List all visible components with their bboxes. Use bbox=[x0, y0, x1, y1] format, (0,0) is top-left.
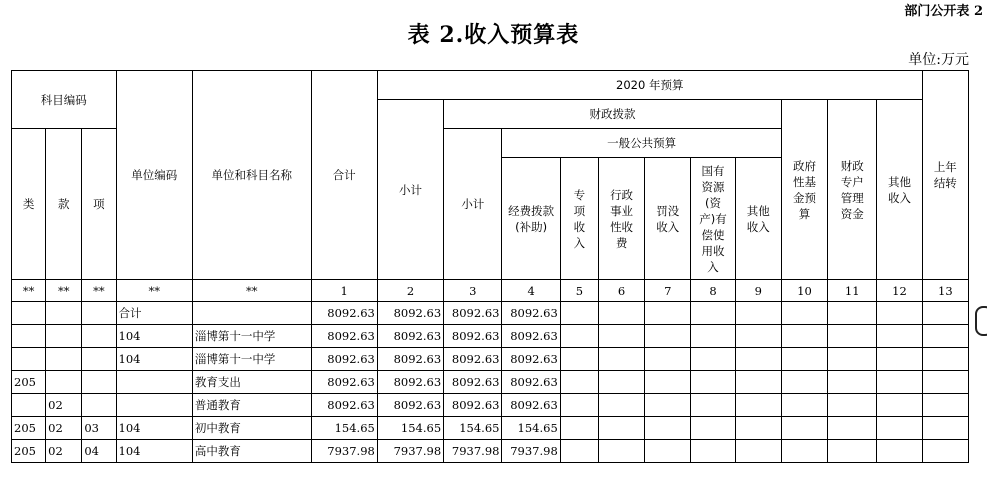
subtotal-b-cell: 154.65 bbox=[444, 417, 502, 440]
table-row bbox=[12, 348, 969, 371]
xiang-cell bbox=[82, 348, 116, 371]
subtotal-b-cell: 8092.63 bbox=[444, 371, 502, 394]
unit-code-cell: 104 bbox=[116, 440, 192, 463]
empty-cell bbox=[828, 325, 877, 348]
unit-name-cell: 淄博第十一中学 bbox=[192, 348, 311, 371]
empty-cell bbox=[645, 417, 691, 440]
gov-fund-header: 政府性基金预算 bbox=[781, 100, 827, 280]
unit-name-cell bbox=[192, 302, 311, 325]
index-cell: 2 bbox=[377, 280, 443, 302]
empty-cell bbox=[560, 417, 598, 440]
subtotal-a-cell: 8092.63 bbox=[377, 371, 443, 394]
funds-cell: 7937.98 bbox=[502, 440, 560, 463]
total-cell: 7937.98 bbox=[311, 440, 377, 463]
empty-cell bbox=[735, 394, 781, 417]
funds-cell: 8092.63 bbox=[502, 394, 560, 417]
unit-name-header: 单位和科目名称 bbox=[192, 71, 311, 280]
index-cell: 4 bbox=[502, 280, 560, 302]
subtotal-b-cell: 8092.63 bbox=[444, 394, 502, 417]
subtotal-b-cell: 8092.63 bbox=[444, 348, 502, 371]
table-row bbox=[12, 371, 969, 394]
funds-cell: 8092.63 bbox=[502, 371, 560, 394]
carryover-header: 上年结转 bbox=[922, 71, 968, 280]
empty-cell bbox=[828, 371, 877, 394]
funds-cell: 8092.63 bbox=[502, 325, 560, 348]
empty-cell bbox=[691, 440, 735, 463]
lei-cell: 205 bbox=[12, 417, 46, 440]
empty-cell bbox=[645, 371, 691, 394]
income-budget-table bbox=[11, 70, 969, 463]
empty-cell bbox=[645, 394, 691, 417]
unit-label: 单位:万元 bbox=[908, 52, 969, 68]
subtotal-a-cell: 7937.98 bbox=[377, 440, 443, 463]
empty-cell bbox=[922, 302, 968, 325]
index-cell: 3 bbox=[444, 280, 502, 302]
special-mgmt-header: 财政专户管理资金 bbox=[828, 100, 877, 280]
empty-cell bbox=[598, 325, 644, 348]
table-row bbox=[12, 417, 969, 440]
lei-header: 类 bbox=[12, 129, 46, 280]
empty-cell bbox=[560, 394, 598, 417]
empty-cell bbox=[560, 302, 598, 325]
empty-cell bbox=[735, 348, 781, 371]
xiang-cell bbox=[82, 302, 116, 325]
scroll-handle[interactable] bbox=[975, 306, 987, 336]
unit-code-cell: 104 bbox=[116, 417, 192, 440]
lei-cell bbox=[12, 394, 46, 417]
unit-name-cell: 初中教育 bbox=[192, 417, 311, 440]
index-cell: ** bbox=[12, 280, 46, 302]
empty-cell bbox=[735, 325, 781, 348]
empty-cell bbox=[828, 440, 877, 463]
empty-cell bbox=[781, 371, 827, 394]
index-cell: ** bbox=[116, 280, 192, 302]
other-b-header: 其他收入 bbox=[877, 100, 922, 280]
table-row bbox=[12, 440, 969, 463]
unit-code-cell bbox=[116, 394, 192, 417]
table-row bbox=[12, 325, 969, 348]
index-cell: 8 bbox=[691, 280, 735, 302]
total-cell: 154.65 bbox=[311, 417, 377, 440]
page-title: 表 2.收入预算表 bbox=[407, 22, 580, 48]
empty-cell bbox=[735, 302, 781, 325]
admin-fees-header: 行政事业性收费 bbox=[598, 158, 644, 280]
empty-cell bbox=[781, 417, 827, 440]
kuan-header: 款 bbox=[46, 129, 82, 280]
subtotal-a-cell: 8092.63 bbox=[377, 302, 443, 325]
subtotal-b-cell: 7937.98 bbox=[444, 440, 502, 463]
empty-cell bbox=[922, 440, 968, 463]
index-cell: 6 bbox=[598, 280, 644, 302]
total-cell: 8092.63 bbox=[311, 348, 377, 371]
empty-cell bbox=[828, 302, 877, 325]
empty-cell bbox=[922, 371, 968, 394]
table-row bbox=[12, 302, 969, 325]
empty-cell bbox=[735, 371, 781, 394]
empty-cell bbox=[735, 417, 781, 440]
empty-cell bbox=[922, 348, 968, 371]
empty-cell bbox=[877, 325, 922, 348]
subtotal-b-cell: 8092.63 bbox=[444, 302, 502, 325]
subtotal-b-header: 小计 bbox=[444, 129, 502, 280]
empty-cell bbox=[645, 440, 691, 463]
empty-cell bbox=[560, 348, 598, 371]
xiang-cell bbox=[82, 394, 116, 417]
lei-cell bbox=[12, 325, 46, 348]
empty-cell bbox=[560, 325, 598, 348]
index-cell: 7 bbox=[645, 280, 691, 302]
kuan-cell bbox=[46, 302, 82, 325]
general-budget-header: 一般公共预算 bbox=[502, 129, 781, 158]
state-assets-header: 国有资源(资产)有偿使用收入 bbox=[691, 158, 735, 280]
xiang-header: 项 bbox=[82, 129, 116, 280]
kuan-cell: 02 bbox=[46, 394, 82, 417]
other-a-header: 其他收入 bbox=[735, 158, 781, 280]
total-cell: 8092.63 bbox=[311, 394, 377, 417]
empty-cell bbox=[560, 371, 598, 394]
unit-code-cell bbox=[116, 371, 192, 394]
subtotal-b-cell: 8092.63 bbox=[444, 325, 502, 348]
empty-cell bbox=[781, 325, 827, 348]
empty-cell bbox=[691, 302, 735, 325]
index-cell: 5 bbox=[560, 280, 598, 302]
xiang-cell bbox=[82, 371, 116, 394]
empty-cell bbox=[735, 440, 781, 463]
subtotal-a-cell: 8092.63 bbox=[377, 348, 443, 371]
kuan-cell bbox=[46, 325, 82, 348]
index-cell: 10 bbox=[781, 280, 827, 302]
total-header: 合计 bbox=[311, 71, 377, 280]
empty-cell bbox=[598, 371, 644, 394]
empty-cell bbox=[781, 302, 827, 325]
unit-code-cell: 104 bbox=[116, 348, 192, 371]
empty-cell bbox=[922, 394, 968, 417]
unit-name-cell: 普通教育 bbox=[192, 394, 311, 417]
lei-cell: 205 bbox=[12, 440, 46, 463]
subtotal-a-cell: 8092.63 bbox=[377, 394, 443, 417]
empty-cell bbox=[877, 371, 922, 394]
subtotal-a-cell: 8092.63 bbox=[377, 325, 443, 348]
empty-cell bbox=[877, 440, 922, 463]
lei-cell bbox=[12, 348, 46, 371]
xiang-cell bbox=[82, 325, 116, 348]
index-cell: ** bbox=[46, 280, 82, 302]
empty-cell bbox=[922, 325, 968, 348]
empty-cell bbox=[645, 302, 691, 325]
subject-code-header: 科目编码 bbox=[12, 71, 117, 129]
index-cell: 13 bbox=[922, 280, 968, 302]
total-cell: 8092.63 bbox=[311, 371, 377, 394]
empty-cell bbox=[598, 440, 644, 463]
empty-cell bbox=[828, 417, 877, 440]
unit-code-cell: 104 bbox=[116, 325, 192, 348]
empty-cell bbox=[560, 440, 598, 463]
index-cell: 12 bbox=[877, 280, 922, 302]
table-row bbox=[12, 394, 969, 417]
empty-cell bbox=[922, 417, 968, 440]
empty-cell bbox=[877, 417, 922, 440]
kuan-cell bbox=[46, 371, 82, 394]
penalty-header: 罚没收入 bbox=[645, 158, 691, 280]
empty-cell bbox=[691, 348, 735, 371]
subtotal-a-cell: 154.65 bbox=[377, 417, 443, 440]
empty-cell bbox=[691, 371, 735, 394]
empty-cell bbox=[691, 394, 735, 417]
corner-label: 部门公开表 2 bbox=[904, 4, 983, 19]
index-cell: 11 bbox=[828, 280, 877, 302]
empty-cell bbox=[828, 348, 877, 371]
empty-cell bbox=[877, 348, 922, 371]
index-cell: 9 bbox=[735, 280, 781, 302]
empty-cell bbox=[877, 302, 922, 325]
empty-cell bbox=[598, 417, 644, 440]
funds-cell: 154.65 bbox=[502, 417, 560, 440]
total-cell: 8092.63 bbox=[311, 325, 377, 348]
xiang-cell: 03 bbox=[82, 417, 116, 440]
empty-cell bbox=[691, 417, 735, 440]
unit-name-cell: 高中教育 bbox=[192, 440, 311, 463]
special-income-header: 专项收入 bbox=[560, 158, 598, 280]
kuan-cell: 02 bbox=[46, 417, 82, 440]
kuan-cell bbox=[46, 348, 82, 371]
index-cell: ** bbox=[82, 280, 116, 302]
unit-name-cell: 教育支出 bbox=[192, 371, 311, 394]
empty-cell bbox=[877, 394, 922, 417]
unit-code-cell: 合计 bbox=[116, 302, 192, 325]
subtotal-a-header: 小计 bbox=[377, 100, 443, 280]
empty-cell bbox=[781, 440, 827, 463]
fiscal-header: 财政拨款 bbox=[444, 100, 782, 129]
total-cell: 8092.63 bbox=[311, 302, 377, 325]
empty-cell bbox=[598, 348, 644, 371]
empty-cell bbox=[781, 394, 827, 417]
xiang-cell: 04 bbox=[82, 440, 116, 463]
index-cell: ** bbox=[192, 280, 311, 302]
empty-cell bbox=[781, 348, 827, 371]
lei-cell: 205 bbox=[12, 371, 46, 394]
funds-header: 经费拨款(补助) bbox=[502, 158, 560, 280]
empty-cell bbox=[598, 302, 644, 325]
unit-code-header: 单位编码 bbox=[116, 71, 192, 280]
budget-2020-header: 2020 年预算 bbox=[377, 71, 922, 100]
funds-cell: 8092.63 bbox=[502, 348, 560, 371]
index-row bbox=[12, 280, 969, 302]
empty-cell bbox=[598, 394, 644, 417]
empty-cell bbox=[645, 348, 691, 371]
unit-name-cell: 淄博第十一中学 bbox=[192, 325, 311, 348]
lei-cell bbox=[12, 302, 46, 325]
empty-cell bbox=[828, 394, 877, 417]
kuan-cell: 02 bbox=[46, 440, 82, 463]
index-cell: 1 bbox=[311, 280, 377, 302]
empty-cell bbox=[691, 325, 735, 348]
funds-cell: 8092.63 bbox=[502, 302, 560, 325]
empty-cell bbox=[645, 325, 691, 348]
